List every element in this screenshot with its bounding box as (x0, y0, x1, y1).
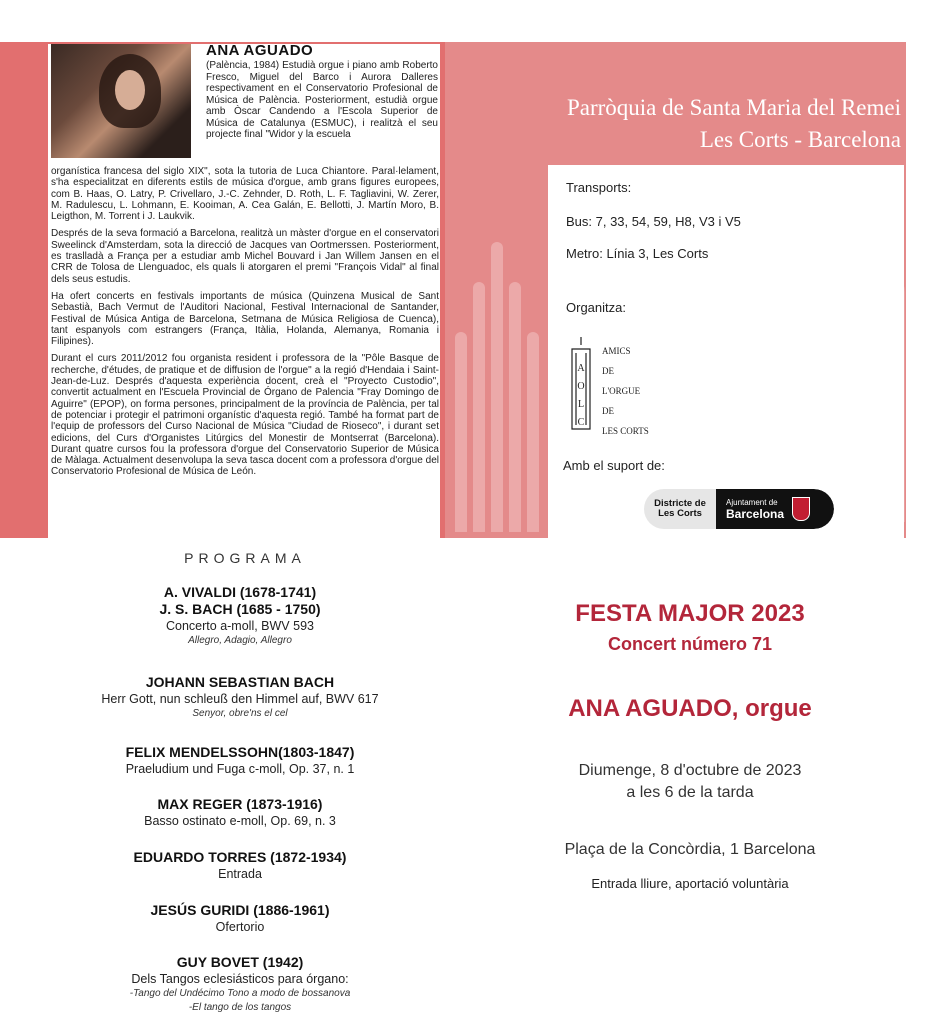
svg-text:O: O (577, 381, 585, 392)
transports-label: Transports: (566, 180, 632, 195)
bio-paragraph: Després de la seva formació a Barcelona, realitzà un màster d'orgue en el conservatori Sweelinck d'Amsterdam, sota la direcció de Jacques van Oortmerssen. Posteriorment, es traslladà a França per a estudiar amb Michel Bouvard i Jan Willem Jansen en el CRR de Tolosa de Llenguadoc, els quals li atorgaren el premi "François Vidal" al final dels seus estudis. (51, 228, 439, 285)
bio-paragraph: organística francesa del siglo XIX", sota la tutoria de Luca Chiantore. Paral·lelament, s'ha especialitzat en diferents estils de música d'orgue, amb grans figures europees, com B. Haas, O. Latry, P. Crivellaro, J.-C. Zehnder, D. Roth, L. F. Tagliavini, W. Zerer, M. Radulescu, L. Lohmann, E. Kooiman, A. Cea Galán, E. Bellotti, J. Martín Moro, B. Leigthon, M. Torrent i J. Laukvik. (51, 166, 439, 223)
suport-label: Amb el suport de: (563, 458, 665, 473)
bio-name: ANA AGUADO (206, 42, 314, 59)
programme-item: JOHANN SEBASTIAN BACH Herr Gott, nun schleuß den Himmel auf, BWV 617 Senyor, obre'ns el cel (101, 674, 379, 719)
programme-item: FELIX MENDELSSOHN(1803-1847) Praeludium und Fuga c-moll, Op. 37, n. 1 (125, 744, 355, 776)
concert-number: Concert número 71 (607, 634, 773, 654)
church-line-2: Les Corts - Barcelona (699, 127, 901, 152)
entry-note: Entrada lliure, aportació voluntària (591, 876, 789, 891)
programme-item: EDUARDO TORRES (1872-1934) Entrada (133, 849, 347, 881)
bus-lines: Bus: 7, 33, 54, 59, H8, V3 i V5 (566, 214, 741, 229)
programme-item: GUY BOVET (1942) Dels Tangos eclesiásticos para órgano: -Tango del Undécimo Tono a modo de bossanova -El tango de los tangos (129, 954, 351, 1013)
programme-title: PROGRAMA (184, 550, 306, 566)
programme-item: A. VIVALDI (1678-1741) J. S. BACH (1685 - 1750) Concerto a-moll, BWV 593 Allegro, Adagio, Allegro (159, 584, 321, 646)
ajuntament-logo: Ajuntament de Barcelona (716, 489, 834, 529)
programme-item: JESÚS GURIDI (1886-1961) Ofertorio (150, 902, 330, 934)
barcelona-crest-icon (792, 497, 810, 521)
districte-logo: Districte de Les Corts (644, 489, 716, 529)
aolc-name: AMICS DE L'ORGUE DE LES CORTS (602, 346, 649, 436)
sponsor-logo (644, 489, 834, 529)
organitza-label: Organitza: (566, 300, 626, 315)
aolc-logo-icon (566, 335, 596, 433)
organ-pipes-decoration (455, 192, 555, 532)
event-date: Diumenge, 8 d'octubre de 2023 a les 6 de la tarda (578, 762, 802, 801)
church-line-1: Parròquia de Santa Maria del Remei (566, 95, 901, 120)
metro-line: Metro: Línia 3, Les Corts (566, 246, 709, 261)
event-venue: Plaça de la Concòrdia, 1 Barcelona (564, 841, 816, 858)
church-name (567, 92, 901, 156)
bio-paragraph: Durant el curs 2011/2012 fou organista resident i professora de la "Pôle Basque de recherche, d'études, de pratique et de diffusion de l'orgue" a la regió d'Hendaia i Saint-Jean-de-Luz. Després d'aquesta experiència docent, creà el "Proyecto Custodio", convertit actualment en l'Escuela Provincial de Órgano de Palencia "Fray Domingo de Aguirre" (EPOP), on forma persones, principalment de la província de Palència, per tal de potenciar i protegir el patrimoni organístic d'aquesta regió. També ha format part de l'equip de professors del Curso Nacional de Música "Ciudad de Rioseco", i durant set edicions, del Curs d'Organistes Litúrgics del Monestir de Montserrat (Barcelona). Durant quatre cursos fou la professora d'orgue del Conservatorio Superior de Música de Màlaga. Actualment desenvolupa la seva tasca docent com a professora d'orgue del Conservatorio Profesional de Música de León. (51, 353, 439, 478)
bio-paragraph: Ha ofert concerts en festivals importants de música (Quinzena Musical de Sant Sebastià, Bach Vermut de l'Auditori Nacional, Festival Internacional de Santander, Festival de Música Antiga de Barcelona, Setmana de Música Religiosa de Cuenca), tant espanyols com estrangers (França, Itàlia, Holanda, Alemanya, Romania i Filipines). (51, 290, 439, 348)
performer: ANA AGUADO, orgue (568, 695, 812, 722)
svg-text:L: L (577, 399, 585, 410)
event-title: FESTA MAJOR 2023 (575, 600, 805, 627)
bio-body (51, 166, 439, 484)
artist-photo (51, 44, 191, 158)
svg-text:C: C (577, 417, 585, 428)
bio-intro: (Palència, 1984) Estudià orgue i piano amb Roberto Fresco, Miguel del Barco i Aurora Dalleres respectivament en el Conservatorio Profesional de Música de Palència. Posteriorment, estudià orgue amb Òscar Candendo a l'Escola Superior de Música de Catalunya (ESMUC), i realitzà el seu projecte final "Widor y la escuela (206, 60, 438, 140)
svg-text:A: A (577, 363, 585, 374)
programme-item: MAX REGER (1873-1916) Basso ostinato e-moll, Op. 69, n. 3 (144, 796, 336, 828)
